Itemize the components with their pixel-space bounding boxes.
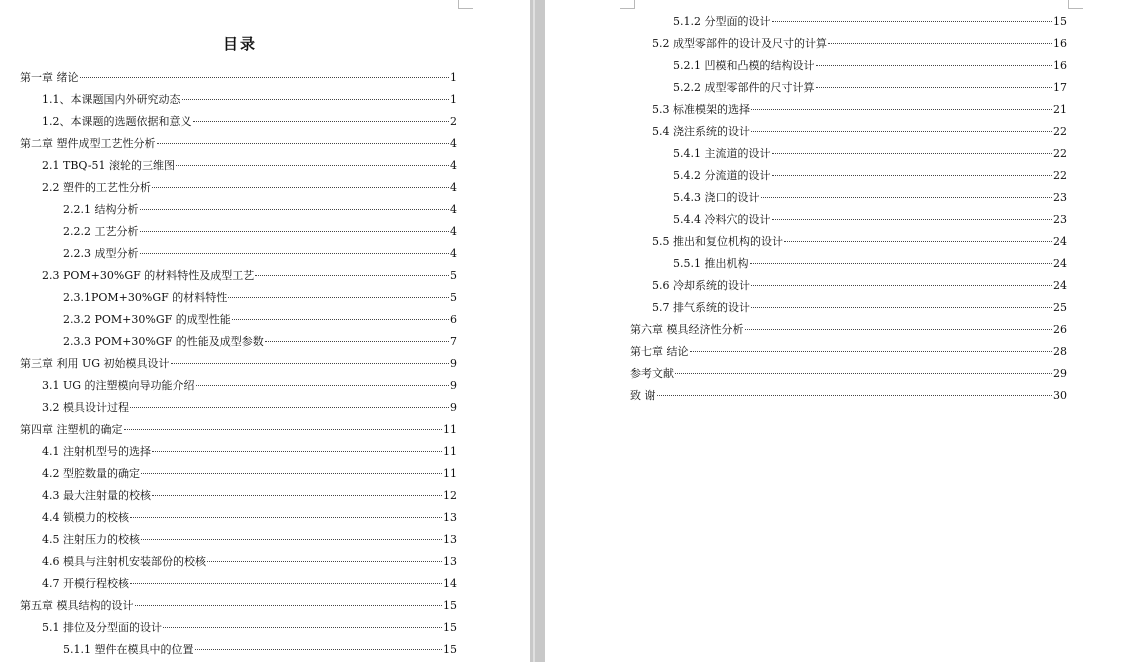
toc-entry-label: 2.2.2 工艺分析	[63, 225, 139, 238]
toc-entry[interactable]	[630, 11, 1067, 33]
toc-entry-page-number: 4	[450, 137, 457, 150]
toc-entry-page-number: 12	[443, 489, 457, 502]
toc-dot-leader	[140, 209, 450, 210]
toc-entry[interactable]	[20, 177, 457, 199]
toc-list-left	[20, 67, 457, 661]
toc-dot-leader	[130, 407, 449, 408]
toc-dot-leader	[80, 77, 450, 78]
toc-entry[interactable]	[630, 231, 1067, 253]
toc-entry[interactable]	[20, 287, 457, 309]
toc-dot-leader	[772, 153, 1053, 154]
toc-entry[interactable]	[630, 143, 1067, 165]
toc-dot-leader	[751, 307, 1052, 308]
toc-entry[interactable]	[20, 111, 457, 133]
toc-entry-label: 参考文献	[630, 367, 674, 380]
toc-entry[interactable]	[20, 397, 457, 419]
toc-dot-leader	[772, 175, 1053, 176]
toc-entry-page-number: 16	[1053, 37, 1067, 50]
toc-entry-page-number: 15	[443, 643, 457, 656]
toc-entry[interactable]	[630, 55, 1067, 77]
toc-entry[interactable]	[20, 265, 457, 287]
page-gutter	[530, 0, 545, 662]
toc-entry-page-number: 1	[450, 71, 457, 84]
toc-entry-label: 4.5 注射压力的校核	[42, 533, 140, 546]
toc-entry-page-number: 22	[1053, 169, 1067, 182]
toc-entry-page-number: 9	[450, 401, 457, 414]
toc-entry[interactable]	[630, 319, 1067, 341]
toc-dot-leader	[232, 319, 449, 320]
toc-entry[interactable]	[20, 353, 457, 375]
toc-entry[interactable]	[20, 375, 457, 397]
toc-entry-label: 第五章 模具结构的设计	[20, 599, 134, 612]
toc-entry-label: 3.1 UG 的注塑模向导功能介绍	[42, 379, 195, 392]
toc-entry-page-number: 29	[1053, 367, 1067, 380]
toc-entry-label: 第七章 结论	[630, 345, 689, 358]
toc-entry-label: 4.7 开模行程校核	[42, 577, 129, 590]
toc-dot-leader	[761, 197, 1053, 198]
toc-dot-leader	[675, 373, 1052, 374]
toc-entry-page-number: 21	[1053, 103, 1067, 116]
toc-dot-leader	[152, 495, 442, 496]
toc-entry-label: 4.3 最大注射量的校核	[42, 489, 151, 502]
toc-entry-page-number: 13	[443, 555, 457, 568]
toc-dot-leader	[751, 285, 1052, 286]
toc-entry-page-number: 7	[450, 335, 457, 348]
document-page-right	[545, 0, 1123, 662]
toc-entry[interactable]	[20, 551, 457, 573]
toc-entry-label: 2.3.3 POM+30%GF 的性能及成型参数	[63, 335, 264, 348]
toc-dot-leader	[176, 165, 449, 166]
toc-entry[interactable]	[20, 485, 457, 507]
toc-entry-page-number: 6	[450, 313, 457, 326]
toc-entry-label: 第三章 利用 UG 初始模具设计	[20, 357, 170, 370]
toc-entry-label: 1.2、本课题的选题依据和意义	[42, 115, 192, 128]
toc-entry[interactable]	[20, 89, 457, 111]
toc-entry-label: 5.6 冷却系统的设计	[652, 279, 750, 292]
toc-dot-leader	[750, 263, 1053, 264]
page-corner-mark	[620, 0, 635, 9]
toc-entry-label: 4.2 型腔数量的确定	[42, 467, 140, 480]
toc-dot-leader	[751, 109, 1052, 110]
toc-entry[interactable]	[630, 33, 1067, 55]
toc-dot-leader	[228, 297, 449, 298]
toc-dot-leader	[816, 87, 1053, 88]
toc-entry-page-number: 23	[1053, 191, 1067, 204]
toc-title: 目录	[222, 35, 257, 53]
toc-entry-label: 4.1 注射机型号的选择	[42, 445, 151, 458]
toc-entry[interactable]	[20, 221, 457, 243]
toc-entry-label: 2.1 TBQ-51 滚轮的三维图	[42, 159, 176, 172]
toc-entry[interactable]	[630, 209, 1067, 231]
toc-entry[interactable]	[630, 385, 1067, 407]
toc-entry[interactable]	[20, 507, 457, 529]
toc-entry-page-number: 13	[443, 511, 457, 524]
toc-entry-page-number: 22	[1053, 125, 1067, 138]
toc-dot-leader	[182, 99, 450, 100]
toc-entry[interactable]	[630, 275, 1067, 297]
toc-entry[interactable]	[630, 99, 1067, 121]
toc-entry-label: 4.4 锁模力的校核	[42, 511, 129, 524]
toc-entry-page-number: 23	[1053, 213, 1067, 226]
toc-entry-page-number: 22	[1053, 147, 1067, 160]
toc-entry-page-number: 5	[450, 291, 457, 304]
toc-entry[interactable]	[20, 331, 457, 353]
toc-dot-leader	[195, 649, 443, 650]
toc-entry-label: 2.3.2 POM+30%GF 的成型性能	[63, 313, 231, 326]
toc-dot-leader	[828, 43, 1052, 44]
toc-entry-label: 1.1、本课题国内外研究动态	[42, 93, 181, 106]
toc-entry-label: 5.4.2 分流道的设计	[673, 169, 771, 182]
toc-entry[interactable]	[20, 573, 457, 595]
toc-entry[interactable]	[630, 121, 1067, 143]
toc-entry[interactable]	[20, 155, 457, 177]
toc-entry[interactable]	[630, 253, 1067, 275]
toc-entry-label: 5.4.4 冷料穴的设计	[673, 213, 771, 226]
toc-entry-page-number: 24	[1053, 257, 1067, 270]
toc-entry-page-number: 9	[450, 357, 457, 370]
document-page-left	[0, 0, 530, 662]
toc-entry-label: 第一章 绪论	[20, 71, 79, 84]
toc-entry-page-number: 26	[1053, 323, 1067, 336]
toc-entry-page-number: 15	[1053, 15, 1067, 28]
toc-dot-leader	[141, 539, 442, 540]
toc-entry-page-number: 11	[443, 423, 457, 436]
toc-dot-leader	[193, 121, 450, 122]
toc-entry-page-number: 9	[450, 379, 457, 392]
toc-entry-label: 5.4.1 主流道的设计	[673, 147, 771, 160]
toc-entry[interactable]	[630, 187, 1067, 209]
toc-dot-leader	[196, 385, 449, 386]
toc-dot-leader	[784, 241, 1052, 242]
toc-entry-label: 第二章 塑件成型工艺性分析	[20, 137, 156, 150]
toc-entry-label: 4.6 模具与注射机安装部份的校核	[42, 555, 206, 568]
toc-dot-leader	[207, 561, 442, 562]
toc-entry-page-number: 1	[450, 93, 457, 106]
toc-dot-leader	[657, 395, 1053, 396]
toc-entry-page-number: 4	[450, 203, 457, 216]
toc-entry[interactable]	[630, 165, 1067, 187]
toc-entry-label: 2.2 塑件的工艺性分析	[42, 181, 151, 194]
toc-entry[interactable]	[20, 441, 457, 463]
toc-dot-leader	[751, 131, 1052, 132]
toc-entry-label: 5.2.2 成型零部件的尺寸计算	[673, 81, 815, 94]
toc-dot-leader	[157, 143, 450, 144]
toc-entry-label: 5.1.2 分型面的设计	[673, 15, 771, 28]
toc-entry-page-number: 24	[1053, 279, 1067, 292]
toc-entry-label: 5.5 推出和复位机构的设计	[652, 235, 783, 248]
toc-entry[interactable]	[20, 639, 457, 661]
toc-entry[interactable]	[630, 297, 1067, 319]
toc-entry[interactable]	[20, 617, 457, 639]
toc-entry-label: 2.3 POM+30%GF 的材料特性及成型工艺	[42, 269, 255, 282]
toc-entry-page-number: 4	[450, 159, 457, 172]
toc-entry[interactable]	[630, 363, 1067, 385]
toc-entry[interactable]	[20, 595, 457, 617]
toc-entry[interactable]	[20, 133, 457, 155]
toc-entry-label: 第四章 注塑机的确定	[20, 423, 123, 436]
toc-dot-leader	[130, 517, 442, 518]
toc-entry-page-number: 28	[1053, 345, 1067, 358]
toc-entry-page-number: 16	[1053, 59, 1067, 72]
toc-entry-label: 2.2.1 结构分析	[63, 203, 139, 216]
toc-dot-leader	[152, 451, 442, 452]
toc-dot-leader	[141, 473, 442, 474]
toc-entry-label: 5.1.1 塑件在模具中的位置	[63, 643, 194, 656]
toc-entry-label: 5.2 成型零部件的设计及尺寸的计算	[652, 37, 827, 50]
toc-entry-page-number: 2	[450, 115, 457, 128]
toc-dot-leader	[163, 627, 442, 628]
toc-dot-leader	[772, 21, 1053, 22]
toc-dot-leader	[255, 275, 449, 276]
toc-entry-page-number: 4	[450, 247, 457, 260]
toc-dot-leader	[140, 253, 450, 254]
toc-dot-leader	[171, 363, 449, 364]
toc-entry-page-number: 15	[443, 621, 457, 634]
toc-entry-label: 5.7 排气系统的设计	[652, 301, 750, 314]
toc-dot-leader	[745, 329, 1053, 330]
toc-entry[interactable]	[20, 199, 457, 221]
toc-entry-label: 2.3.1POM+30%GF 的材料特性	[63, 291, 228, 304]
toc-entry-label: 3.2 模具设计过程	[42, 401, 129, 414]
toc-entry-page-number: 11	[443, 445, 457, 458]
toc-dot-leader	[690, 351, 1053, 352]
toc-entry[interactable]	[20, 463, 457, 485]
toc-entry-label: 5.5.1 推出机构	[673, 257, 749, 270]
toc-entry-label: 5.4 浇注系统的设计	[652, 125, 750, 138]
toc-entry[interactable]	[630, 77, 1067, 99]
toc-entry-page-number: 4	[450, 181, 457, 194]
toc-entry-page-number: 24	[1053, 235, 1067, 248]
toc-entry-page-number: 17	[1053, 81, 1067, 94]
page-corner-mark	[1068, 0, 1083, 9]
toc-entry-label: 5.2.1 凹模和凸模的结构设计	[673, 59, 815, 72]
toc-entry-page-number: 5	[450, 269, 457, 282]
toc-entry-page-number: 30	[1053, 389, 1067, 402]
toc-entry-page-number: 13	[443, 533, 457, 546]
toc-entry-label: 5.3 标准模架的选择	[652, 103, 750, 116]
toc-entry[interactable]	[20, 529, 457, 551]
toc-entry[interactable]	[20, 309, 457, 331]
toc-entry[interactable]	[630, 341, 1067, 363]
toc-entry[interactable]	[20, 243, 457, 265]
toc-dot-leader	[816, 65, 1053, 66]
toc-entry-label: 5.1 排位及分型面的设计	[42, 621, 162, 634]
toc-entry-page-number: 15	[443, 599, 457, 612]
toc-entry-page-number: 4	[450, 225, 457, 238]
toc-dot-leader	[772, 219, 1053, 220]
toc-entry-label: 5.4.3 浇口的设计	[673, 191, 760, 204]
toc-entry[interactable]	[20, 419, 457, 441]
toc-entry-label: 2.2.3 成型分析	[63, 247, 139, 260]
toc-entry-page-number: 14	[443, 577, 457, 590]
toc-entry-label: 第六章 模具经济性分析	[630, 323, 744, 336]
toc-entry-label: 致 谢	[630, 389, 656, 402]
toc-dot-leader	[265, 341, 449, 342]
toc-dot-leader	[130, 583, 442, 584]
toc-entry-page-number: 11	[443, 467, 457, 480]
page-corner-mark	[458, 0, 473, 9]
toc-entry-page-number: 25	[1053, 301, 1067, 314]
toc-dot-leader	[140, 231, 450, 232]
toc-dot-leader	[152, 187, 449, 188]
toc-dot-leader	[135, 605, 443, 606]
toc-entry[interactable]	[20, 67, 457, 89]
toc-dot-leader	[124, 429, 443, 430]
toc-list-right	[630, 11, 1067, 407]
